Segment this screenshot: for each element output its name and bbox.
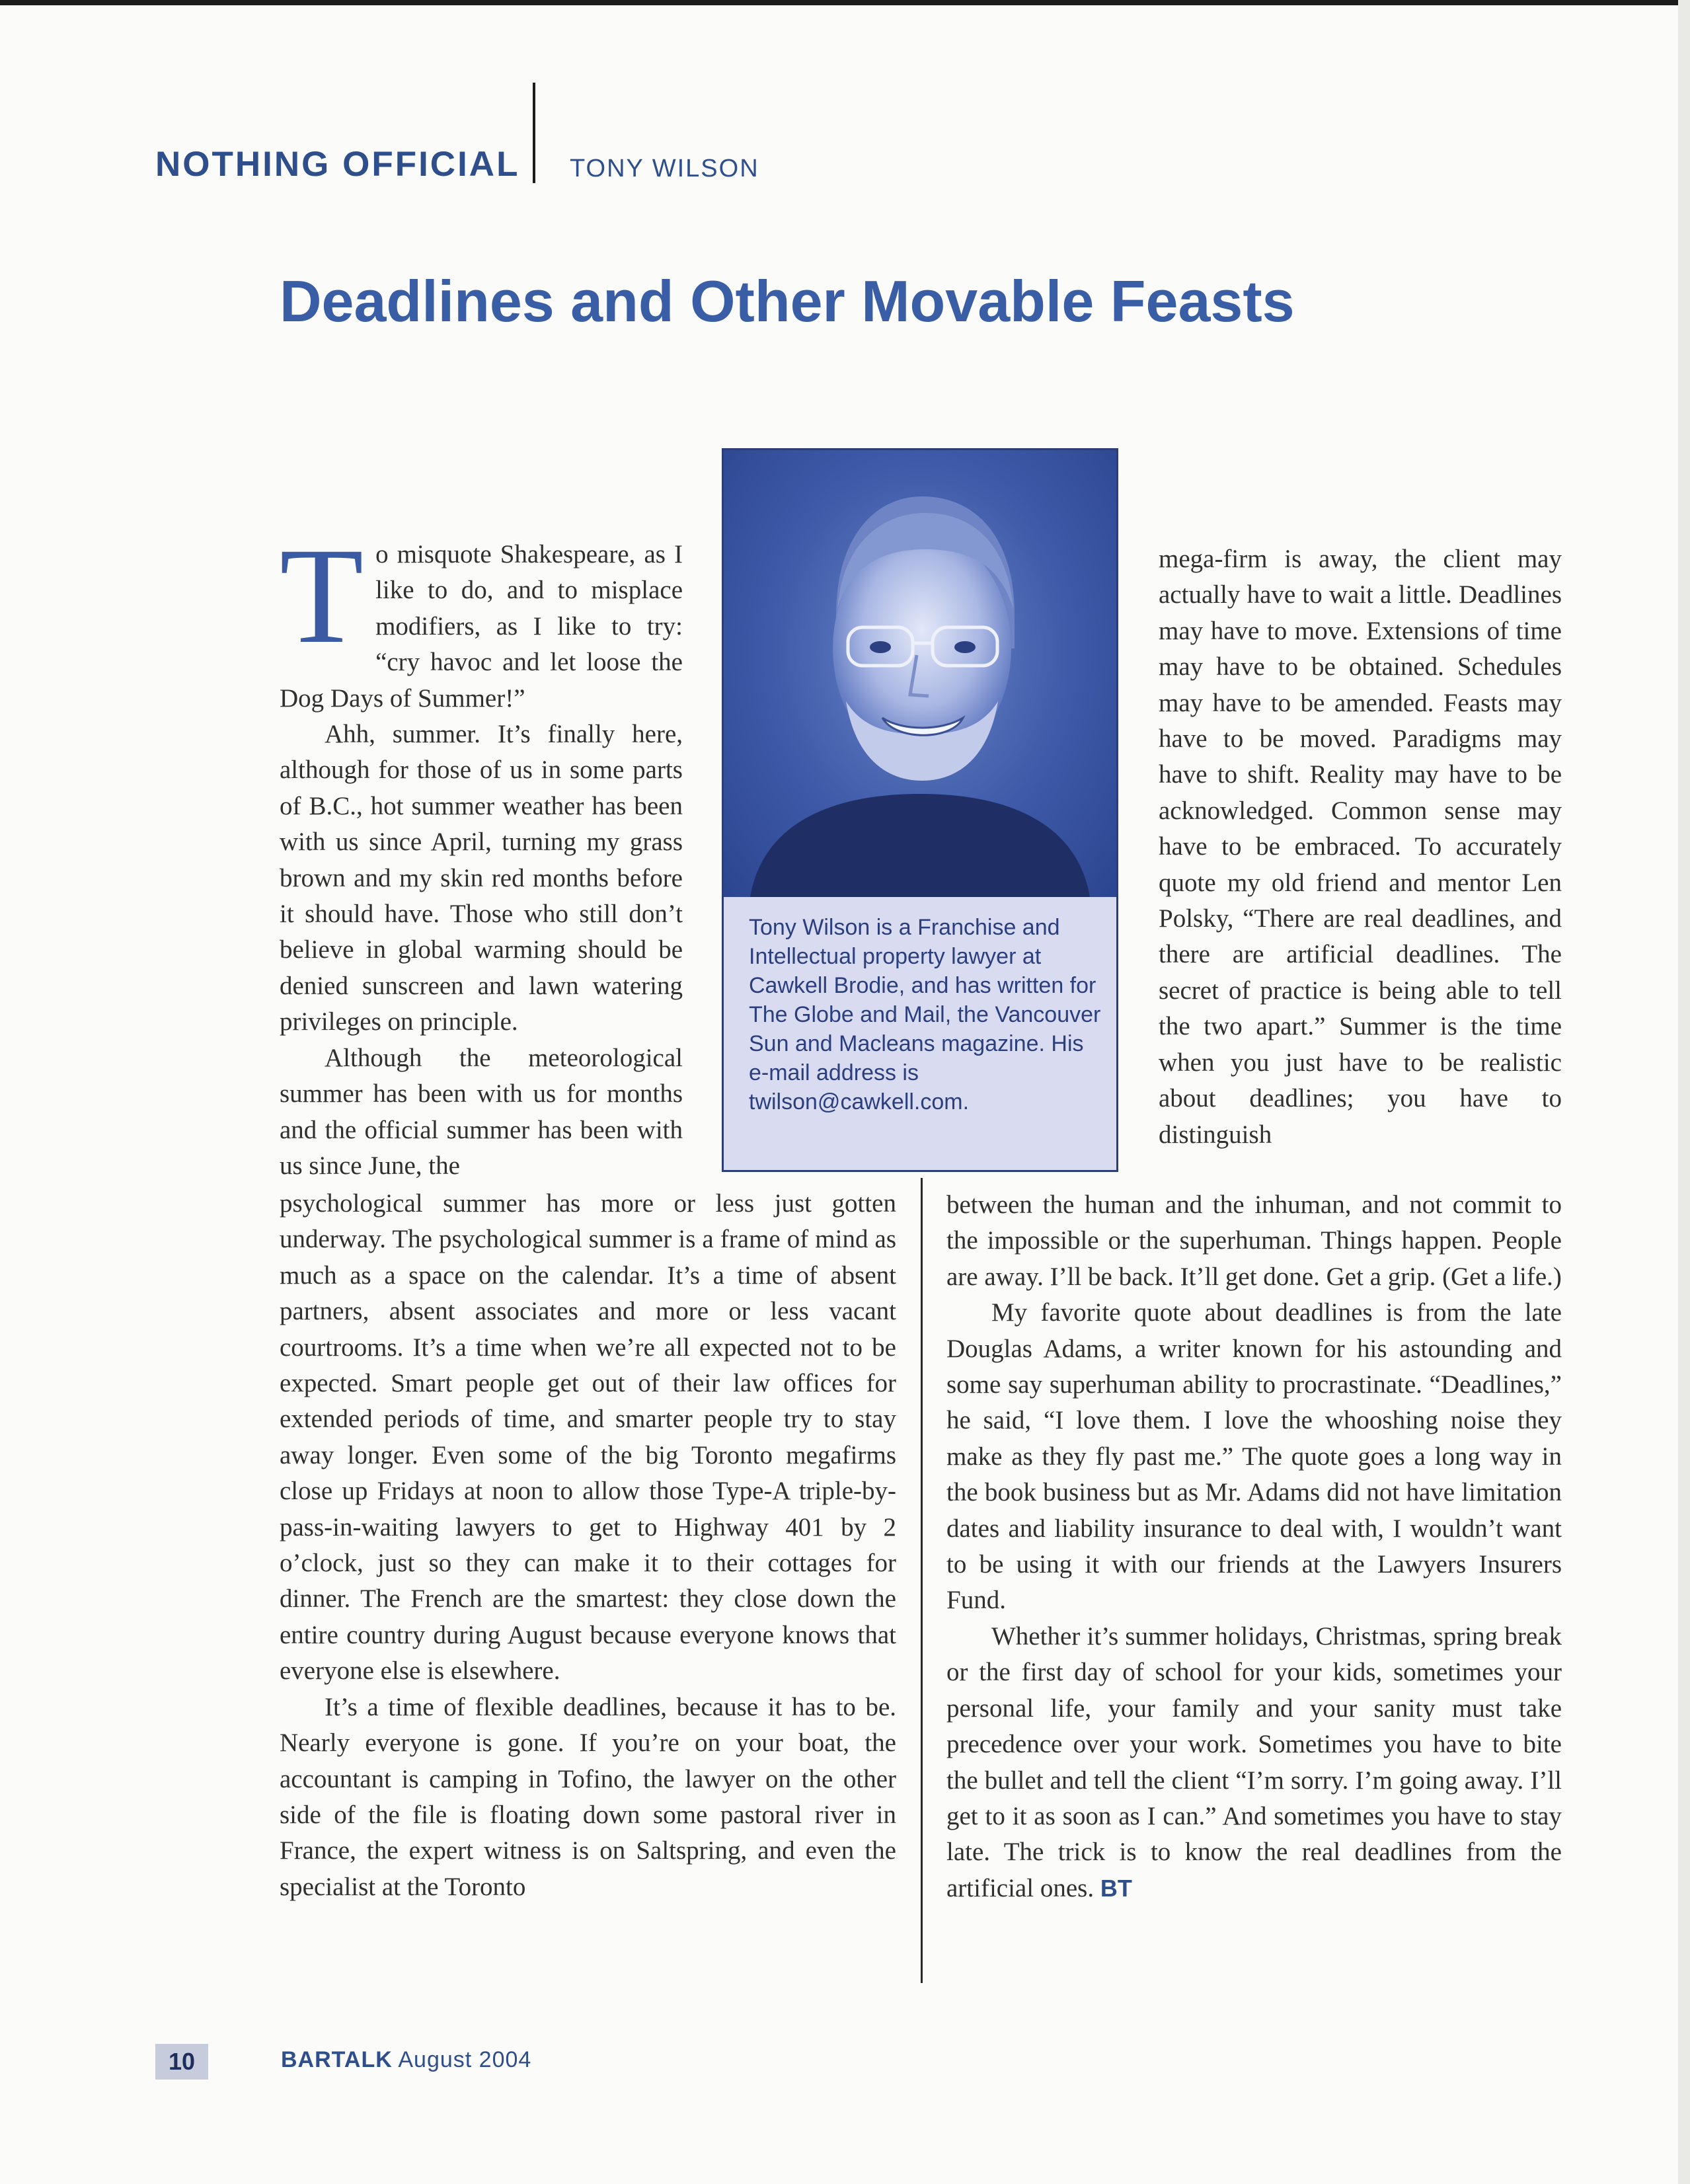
article-paragraph (280, 520, 683, 717)
end-mark: BT (1100, 1874, 1132, 1902)
header-divider (533, 83, 535, 183)
issue-date: August 2004 (398, 2047, 532, 2072)
author-label: TONY WILSON (570, 155, 759, 182)
paragraph-text: o misquote Shakespeare, as I like to do, and to misplace modifiers, as I like to try: “cry havoc and let loose the Dog Days of Summer!” (280, 540, 683, 713)
drop-cap: T (280, 520, 364, 672)
article-paragraph: My favorite quote about deadlines is from the late Douglas Adams, a writer known for his astounding and some say superhuman ability to procrastinate. “Deadlines,” he said, “I love them. I love the whooshing noise they make as they fly past me.” The quote goes a long way in the book business but as Mr. Adams did not have limitation dates and liability insurance to deal with, I wouldn’t want to be using it with our friends at the Lawyers Insurers Fund. (946, 1298, 1562, 1615)
column-divider (921, 1178, 923, 1983)
top-rule (0, 0, 1690, 5)
section-label: NOTHING OFFICIAL (155, 145, 520, 184)
author-bio-caption: Tony Wilson is a Franchise and Intellectual property lawyer at Cawkell Brodie, and has written for The Globe and Mail, the Vancouver Sun and Macleans magazine. His e-mail address is twilson@cawkell.com. (749, 915, 1101, 1114)
article-column-left-top (280, 520, 683, 1184)
article-paragraph: It’s a time of flexible deadlines, because it has to be. Nearly everyone is gone. If you’re on your boat, the accountant is camping in Tofino, the lawyer on the other side of the file is floating down some pastoral river in France, the expert witness is on Saltspring, and even the specialist at the Toronto (280, 1692, 896, 1901)
article-headline: Deadlines and Other Movable Feasts (280, 268, 1295, 334)
article-paragraph: Although the meteorological summer has been with us for months and the official summer has been with us since June, the (280, 1043, 683, 1180)
magazine-name: BARTALK (281, 2047, 393, 2072)
article-paragraph: Ahh, summer. It’s finally here, although for those of us in some parts of B.C., hot summer weather has been with us since April, turning my grass brown and my skin red months before it should have. Those who still don’t believe in global warming should be denied sunscreen and lawn watering privileges on principle. (280, 720, 683, 1036)
article-column-left-bottom (280, 1186, 896, 1905)
paragraph-text: Whether it’s summer holidays, Christmas, spring break or the first day of school for your kids, sometimes your personal life, your family and your sanity must take precedence over your work. Sometimes you have to bite the bullet and tell the client “I’m sorry. I’m going away. I’ll get to it as soon as I can.” And sometimes you have to stay late. The trick is to know the real deadlines from the artificial ones. (946, 1621, 1562, 1902)
author-portrait-icon (724, 450, 1116, 897)
article-paragraph: psychological summer has more or less just gotten underway. The psychological summer is a frame of mind as much as a space on the calendar. It’s a time of absent partners, absent associates and more or less vacant courtrooms. It’s a time when we’re all expected not to be expected. Smart people get out of their law offices for extended periods of time, and smarter people try to stay away longer. Even some of the big Toronto megafirms close up Fridays at noon to allow those Type-A triple-by-pass-in-waiting lawyers to get to Highway 401 by 2 o’clock, just so they can make it to their cottages for dinner. The French are the smartest: they close down the entire country during August because everyone knows that everyone else is elsewhere. (280, 1189, 896, 1686)
article-paragraph: mega-firm is away, the client may actually have to wait a little. Deadlines may have to move. Extensions of time may have to be obtained. Schedules may have to be amended. Feasts may have to be moved. Paradigms may have to shift. Reality may have to be acknowledged. Common sense may have to be embraced. To accurately quote my old friend and mentor Len Polsky, “There are real deadlines, and there are artificial deadlines. The secret of practice is being able to tell the two apart.” Summer is the time when you just have to be realistic about deadlines; you have to distinguish (1159, 545, 1562, 1149)
page-number: 10 (155, 2044, 208, 2080)
article-paragraph (946, 1619, 1562, 1906)
article-column-right-bottom (946, 1187, 1562, 1906)
page-edge (1678, 0, 1690, 2184)
article-paragraph: between the human and the inhuman, and not commit to the impossible or the superhuman. Things happen. People are away. I’ll be back. It’ll get done. Get a grip. (Get a life.) (946, 1190, 1562, 1291)
footer-magazine (281, 2047, 531, 2073)
author-sidebar (722, 448, 1118, 1172)
article-column-right-top (1159, 541, 1562, 1153)
